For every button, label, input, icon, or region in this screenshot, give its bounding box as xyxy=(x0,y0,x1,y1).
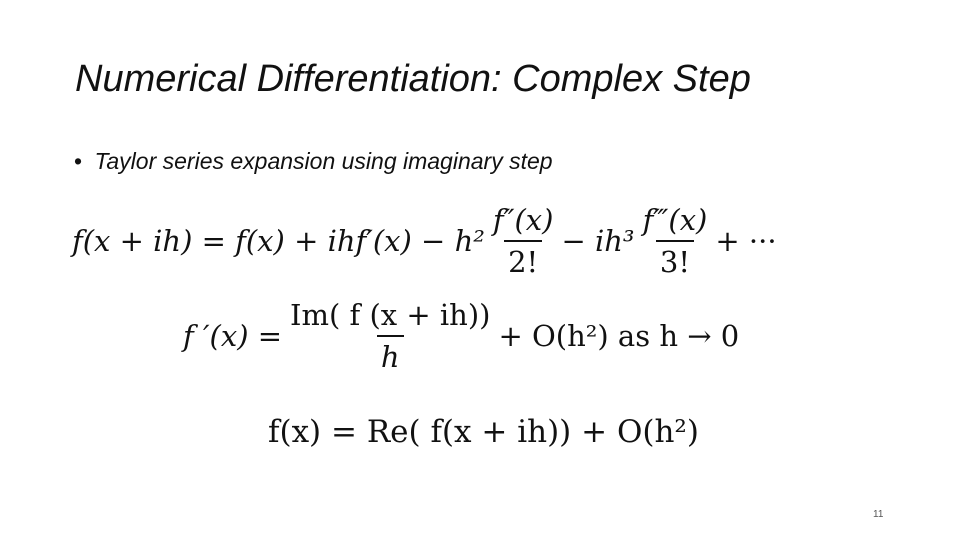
eq1-frac1-denominator: 2! xyxy=(504,240,542,279)
eq1-frac2-numerator: f‴(x) xyxy=(642,203,708,237)
bullet-marker: • xyxy=(74,148,83,174)
eq1-frac1-numerator: f″(x) xyxy=(492,203,554,237)
eq3-text: f(x) = Re( f(x + ih)) + O(h²) xyxy=(268,414,699,450)
taylor-expansion-equation xyxy=(72,203,777,279)
slide-title: Numerical Differentiation: Complex Step xyxy=(75,58,751,100)
eq1-fraction-second-derivative xyxy=(489,203,558,279)
eq2-rhs: + O(h²) as h → 0 xyxy=(498,319,740,353)
bullet-text: Taylor series expansion using imaginary step xyxy=(94,148,553,174)
complex-step-derivative-equation xyxy=(183,298,739,374)
eq2-denominator: h xyxy=(377,335,404,374)
eq1-middle-term: − ih³ xyxy=(561,224,635,258)
eq2-numerator: Im( f (x + ih)) xyxy=(290,298,491,332)
eq1-fraction-third-derivative xyxy=(639,203,712,279)
eq1-frac2-denominator: 3! xyxy=(656,240,694,279)
bullet-point xyxy=(74,148,553,175)
page-number: 11 xyxy=(873,509,884,520)
function-value-equation xyxy=(268,414,699,450)
eq2-fraction xyxy=(286,298,494,374)
eq1-lhs: f(x + ih) = f(x) + ihf′(x) − h² xyxy=(72,224,485,258)
eq1-tail: + ··· xyxy=(715,224,777,258)
eq2-lhs: f ′(x) = xyxy=(183,319,283,353)
